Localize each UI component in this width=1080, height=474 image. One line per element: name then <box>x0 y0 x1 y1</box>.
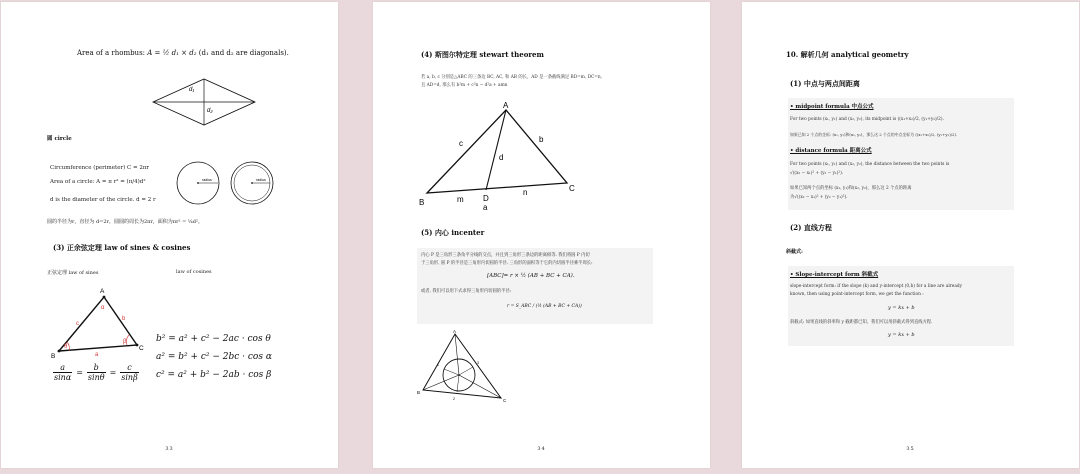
distance-en-2: √((x₂ − x₁)² + (y₂ − y₁)²). <box>790 171 844 176</box>
distance-cn-2: 为√((x₂ − x₁)² + (y₂ − y₁)²). <box>790 195 848 200</box>
sines-denominator-2: sinθ <box>87 373 105 382</box>
rhombus-d2-label: d₂ <box>207 108 213 114</box>
incenter-label-A: A <box>453 329 457 334</box>
sines-triangle-diagram <box>47 285 147 361</box>
cosine-law-c: c² = a² + b² − 2ab · cos β <box>156 370 272 380</box>
tri-side-c: c <box>76 321 79 327</box>
sines-fraction-2 <box>87 363 106 382</box>
sines-numerator-2: b <box>93 363 99 372</box>
sines-denominator-3: sinβ <box>121 373 138 382</box>
sines-denominator-1: sinα <box>54 373 72 382</box>
tri-angle-alpha: α <box>101 305 105 311</box>
stewart-d: d <box>499 153 504 162</box>
stewart-a: a <box>483 203 488 212</box>
circle-heading-cn: 圆 <box>47 136 53 142</box>
tri-angle-theta: θ <box>64 344 68 350</box>
incenter-label-B: B <box>417 390 421 395</box>
circle-heading <box>47 134 72 142</box>
midpoint-distance-box <box>788 98 1014 210</box>
section5-title: (5) 内心 incenter <box>421 228 485 237</box>
rhombus-area-label: Area of a rhombus: <box>77 49 146 57</box>
slope-en-2: known, then using point-intercept form, we get the function : <box>790 292 924 297</box>
section4-title: (4) 斯图尔特定理 stewart theorem <box>421 50 544 59</box>
sines-fraction-3 <box>120 363 138 382</box>
stewart-triangle-diagram <box>417 98 585 212</box>
sines-numerator-1: a <box>60 363 65 372</box>
stewart-b: b <box>539 135 544 144</box>
sines-equals-2: = <box>109 368 117 377</box>
section10-title: 10. 解析几何 analytical geometry <box>786 50 909 59</box>
tri-label-B: B <box>51 353 56 360</box>
incenter-text-box <box>417 248 653 324</box>
slope-heading: 斜截式: <box>786 249 803 255</box>
slope-en-1: slope-intercept form: if the slope (k) and y-intercept (0,b) for a line are already <box>790 284 963 289</box>
stewart-B: B <box>419 198 425 207</box>
slope-intercept-box <box>788 266 1014 346</box>
stewart-cevian <box>486 110 506 190</box>
distance-en-1: For two points (x₁, y₁) and (x₂, y₂), the distance between the two points is <box>790 162 950 167</box>
incenter-label-C: C <box>503 398 507 403</box>
law-sines-label: 正弦定理 law of sines <box>47 270 99 276</box>
circle-diagram-2 <box>228 159 276 207</box>
page-33 <box>1 2 338 468</box>
rhombus-area-note: (d₁ and d₂ are diagonals). <box>198 49 289 57</box>
cosine-law-a: a² = b² + c² − 2bc · cos α <box>156 352 272 362</box>
rhombus-area-formula: A = ½ d₁ × d₂ <box>147 49 197 57</box>
slope-title: • Slope-intercept form 斜截式 <box>790 272 879 278</box>
distance-title: • distance formula 距离公式 <box>790 148 872 154</box>
tri-angle-beta: β <box>123 339 127 345</box>
incenter-label-2: 2 <box>453 397 455 401</box>
stewart-m: m <box>457 195 464 204</box>
sines-equals-1: = <box>76 368 83 377</box>
slope-equation-2: y = kx + b <box>888 332 915 338</box>
rhombus-d1-label: d₁ <box>189 87 195 93</box>
incenter-text-1: 内心 P 是三角形三条角平分线的交点，并且到三角形三条边的距离相等. 我们将圆 P 内切 <box>421 253 590 258</box>
midpoint-cn: 如果已知 2 个点的坐标: (x₁, y₁)和(x₂, y₂)，那么这 2 个点的中点坐标为 ((x₁+x₂)/2, (y₁+y₂)/2). <box>790 132 958 137</box>
incenter-label-3: 3 <box>477 361 479 365</box>
incenter-text-3: 或者, 我们可以用下式求得三角形内切圆的半径: <box>421 289 512 294</box>
stewart-A: A <box>503 101 509 110</box>
incenter-triangle-diagram <box>417 328 511 404</box>
page-number-33: 33 <box>165 446 174 452</box>
law-cosines-label: law of cosines <box>176 269 212 275</box>
stewart-D: D <box>483 194 489 203</box>
midpoint-en: For two points (x₁, y₁) and (x₂, y₂), its midpoint is ((x₁+x₂)/2, (y₁+y₂)/2). <box>790 117 944 122</box>
rhombus-diagram <box>149 76 259 128</box>
page-number-35: 35 <box>906 446 915 452</box>
distance-cn-1: 如果已知两个点的坐标 (x₁, y₁)和(x₂, y₂)，那么这 2 个点的距离 <box>790 186 912 191</box>
tri-label-A: A <box>100 288 105 295</box>
tri-label-C: C <box>139 345 144 352</box>
circumference-text: Circumference (perimeter) C = 2πr <box>50 165 150 171</box>
incenter-radius-formula: r = S_ABC / (½ (AB + BC + CA)) <box>507 304 582 309</box>
section3-title: (3) 正余弦定理 law of sines & cosines <box>53 243 191 252</box>
page-number-34: 34 <box>537 446 546 452</box>
circle-diagram-1 <box>174 159 222 207</box>
incenter-label-1: 1 <box>437 363 439 367</box>
stewart-C: C <box>569 184 575 193</box>
law-of-sines-formula <box>53 363 139 382</box>
midpoint-title: • midpoint formula 中点公式 <box>790 104 874 110</box>
sub1-title: (1) 中点与两点间距离 <box>790 79 860 88</box>
circle-area-text: Area of a circle: A = π r² = (π/4)d² <box>50 179 146 185</box>
incenter-area-formula: [ABC]= r × ½ (AB + BC + CA). <box>487 273 575 279</box>
radius-label-2: radius <box>256 178 266 182</box>
tri-side-b: b <box>122 316 126 322</box>
page-35 <box>742 2 1079 468</box>
sines-fraction-1 <box>53 363 72 382</box>
rhombus-area-line <box>77 49 289 57</box>
cosine-law-b: b² = a² + c² − 2ac · cos θ <box>156 334 271 344</box>
diameter-text: d is the diameter of the circle. d = 2 r <box>50 197 156 203</box>
incenter-text-2: 于三角形, 圆 P 的半径是三角形内切圆的半径. 三角形的面积等于它的内切圆半径乘半周长: <box>421 261 593 266</box>
stewart-c: c <box>459 139 463 148</box>
radius-label-1: radius <box>202 178 212 182</box>
circle-heading-en: circle <box>54 136 72 142</box>
stewart-text-2: 且 AD=d, 那么有 b²m + c²n − d²a + amn <box>421 83 508 88</box>
sines-numerator-3: c <box>127 363 132 372</box>
slope-cn: 斜截式: 如果直线的斜率和 y 截距都已知，我们可以用斜截式得到直线方程. <box>790 320 933 325</box>
stewart-triangle <box>427 110 567 193</box>
stewart-n: n <box>523 188 528 197</box>
tri-side-a: a <box>95 352 99 358</box>
incenter-triangle <box>423 334 501 398</box>
circle-cn-note: 圆的半径为r，直径为 d=2r，圆圆的周长为2πr，面积为πr² = ¼d²。 <box>47 219 203 225</box>
page-34 <box>373 2 710 468</box>
stewart-text-1: 若 a, b, c 分别是△ABC 的三条边 BC, AC, 和 AB 的长，AD 是一条截线满足 BD=m, DC=n, <box>421 75 603 80</box>
sub2-title: (2) 直线方程 <box>790 223 832 232</box>
slope-equation-1: y = kx + b <box>888 305 915 311</box>
